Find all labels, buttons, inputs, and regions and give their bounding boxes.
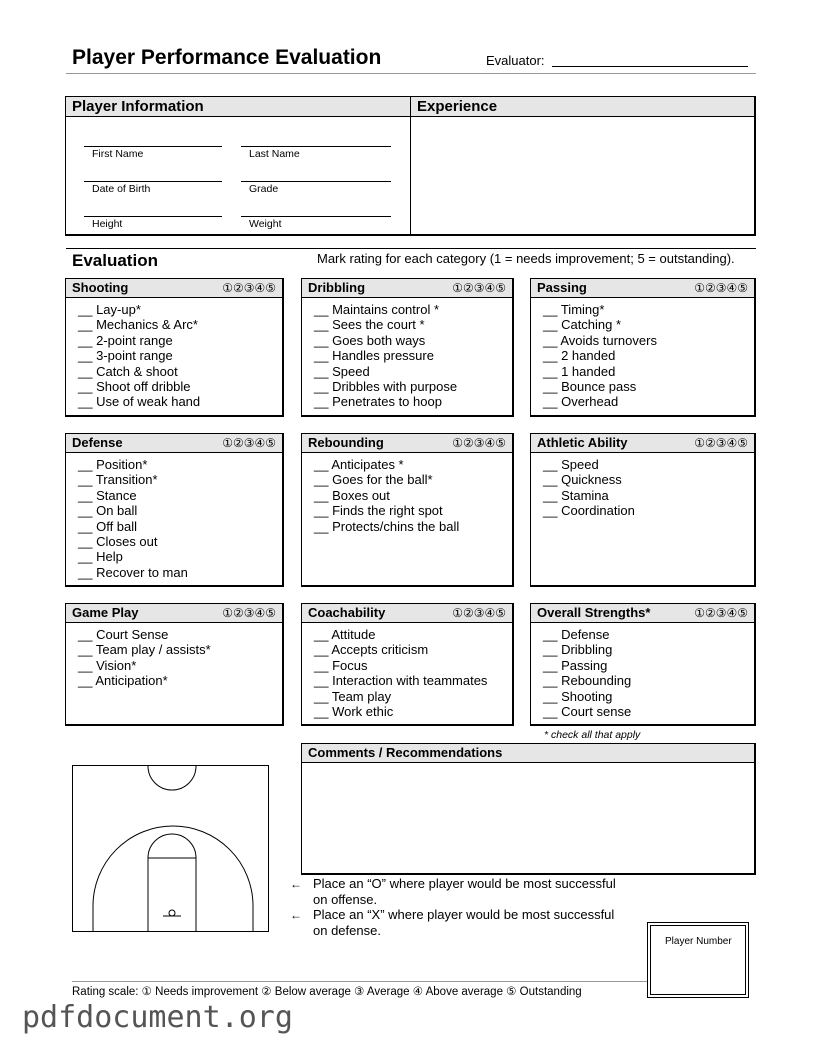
- check-all-note: * check all that apply: [544, 729, 641, 741]
- arrow-left-icon: ←: [290, 877, 302, 891]
- checklist-item[interactable]: __ Coordination: [543, 503, 754, 518]
- category-game-play: [65, 603, 284, 726]
- player-info-box: [65, 96, 411, 236]
- checklist-item[interactable]: __ Avoids turnovers: [543, 333, 754, 348]
- checklist-item[interactable]: __ Rebounding: [543, 673, 754, 688]
- grade-field[interactable]: [241, 181, 391, 182]
- checklist-item[interactable]: __ Mechanics & Arc*: [78, 317, 282, 332]
- checklist-item[interactable]: __ Catch & shoot: [78, 364, 282, 379]
- evaluation-heading: Evaluation: [72, 251, 158, 270]
- checklist-item[interactable]: __ Team play: [314, 689, 512, 704]
- arrow-left-icon: ←: [290, 908, 302, 922]
- player-info-heading: Player Information: [66, 97, 410, 117]
- checklist-item[interactable]: __ Overhead: [543, 394, 754, 409]
- checklist-item[interactable]: __ Stance: [78, 488, 282, 503]
- comments-heading: Comments / Recommendations: [302, 744, 754, 763]
- checklist-item[interactable]: __ Maintains control *: [314, 302, 512, 317]
- checklist-item[interactable]: __ On ball: [78, 503, 282, 518]
- checklist-item[interactable]: __ Defense: [543, 627, 754, 642]
- checklist: [302, 623, 512, 719]
- evaluator-field[interactable]: [552, 66, 748, 67]
- checklist-item[interactable]: __ Lay-up*: [78, 302, 282, 317]
- height-label: Height: [92, 218, 123, 230]
- rating-circles[interactable]: ①②③④⑤: [694, 606, 748, 620]
- evaluation-divider: [66, 248, 756, 249]
- checklist-item[interactable]: __ Stamina: [543, 488, 754, 503]
- checklist-item[interactable]: __ Protects/chins the ball: [314, 519, 512, 534]
- checklist-item[interactable]: __ 2-point range: [78, 333, 282, 348]
- footer-divider: [72, 981, 647, 982]
- rating-circles[interactable]: ①②③④⑤: [694, 281, 748, 295]
- title-divider: [66, 73, 756, 74]
- category-passing: [530, 278, 756, 417]
- category-overall-strengths: [530, 603, 756, 726]
- checklist-item[interactable]: __ Quickness: [543, 472, 754, 487]
- evaluation-instruction: Mark rating for each category (1 = needs improvement; 5 = outstanding).: [317, 251, 735, 266]
- court-lines: [73, 766, 269, 932]
- checklist-item[interactable]: __ Closes out: [78, 534, 282, 549]
- defense-text-line-1: Place an “X” where player would be most successful: [313, 907, 615, 922]
- checklist: [66, 623, 282, 689]
- checklist-item[interactable]: __ Vision*: [78, 658, 282, 673]
- checklist-item[interactable]: __ Help: [78, 549, 282, 564]
- offense-text-line-1: Place an “O” where player would be most successful: [313, 876, 616, 891]
- checklist-item[interactable]: __ 1 handed: [543, 364, 754, 379]
- checklist-item[interactable]: __ Passing: [543, 658, 754, 673]
- rating-circles[interactable]: ①②③④⑤: [222, 436, 276, 450]
- category-athletic-ability: [530, 433, 756, 587]
- checklist-item[interactable]: __ Transition*: [78, 472, 282, 487]
- rating-scale: Rating scale: ① Needs improvement ② Below average ③ Average ④ Above average ⑤ Outstanding: [72, 986, 582, 998]
- dob-label: Date of Birth: [92, 183, 151, 195]
- checklist: [66, 298, 282, 410]
- checklist-item[interactable]: __ Position*: [78, 457, 282, 472]
- category-title: Athletic Ability ①②③④⑤: [531, 434, 754, 453]
- category-title: Coachability ①②③④⑤: [302, 604, 512, 623]
- checklist: [302, 298, 512, 410]
- checklist-item[interactable]: __ Recover to man: [78, 565, 282, 580]
- height-field[interactable]: [84, 216, 222, 217]
- checklist: [302, 453, 512, 534]
- category-rebounding: [301, 433, 514, 587]
- comments-box[interactable]: [301, 743, 756, 875]
- checklist-item[interactable]: __ 2 handed: [543, 348, 754, 363]
- offense-text-line-2: on offense.: [313, 891, 378, 907]
- category-title: Game Play ①②③④⑤: [66, 604, 282, 623]
- experience-heading: Experience: [411, 97, 754, 117]
- last-name-label: Last Name: [249, 148, 300, 160]
- checklist-item[interactable]: __ Off ball: [78, 519, 282, 534]
- half-court-diagram[interactable]: [72, 765, 269, 932]
- weight-label: Weight: [249, 218, 282, 230]
- checklist-item[interactable]: __ Handles pressure: [314, 348, 512, 363]
- category-defense: [65, 433, 284, 587]
- category-title: Defense ①②③④⑤: [66, 434, 282, 453]
- checklist: [66, 453, 282, 580]
- checklist-item[interactable]: __ Finds the right spot: [314, 503, 512, 518]
- category-title: Rebounding ①②③④⑤: [302, 434, 512, 453]
- player-number-box[interactable]: [647, 922, 749, 998]
- checklist-item[interactable]: __ Goes both ways: [314, 333, 512, 348]
- checklist-item[interactable]: __ Team play / assists*: [78, 642, 282, 657]
- last-name-field[interactable]: [241, 146, 391, 147]
- checklist: [531, 453, 754, 519]
- checklist-item[interactable]: __ Court Sense: [78, 627, 282, 642]
- category-coachability: [301, 603, 514, 726]
- dob-field[interactable]: [84, 181, 222, 182]
- checklist-item[interactable]: __ Bounce pass: [543, 379, 754, 394]
- checklist-item[interactable]: __ Shooting: [543, 689, 754, 704]
- player-number-label: Player Number: [665, 936, 732, 947]
- category-title: Shooting ①②③④⑤: [66, 279, 282, 298]
- checklist-item[interactable]: __ 3-point range: [78, 348, 282, 363]
- watermark: pdfdocument.org: [22, 1000, 293, 1035]
- checklist-item[interactable]: __ Boxes out: [314, 488, 512, 503]
- category-dribbling: [301, 278, 514, 417]
- checklist-item[interactable]: __ Use of weak hand: [78, 394, 282, 409]
- rating-circles[interactable]: ①②③④⑤: [452, 281, 506, 295]
- rating-circles[interactable]: ①②③④⑤: [452, 436, 506, 450]
- category-title: Passing ①②③④⑤: [531, 279, 754, 298]
- form-title: Player Performance Evaluation: [72, 46, 382, 69]
- checklist-item[interactable]: __ Goes for the ball*: [314, 472, 512, 487]
- category-shooting: [65, 278, 284, 417]
- first-name-field[interactable]: [84, 146, 222, 147]
- rating-circles[interactable]: ①②③④⑤: [222, 281, 276, 295]
- checklist-item[interactable]: __ Speed: [543, 457, 754, 472]
- rating-circles[interactable]: ①②③④⑤: [222, 606, 276, 620]
- rating-circles[interactable]: ①②③④⑤: [452, 606, 506, 620]
- checklist: [531, 623, 754, 719]
- defense-text-line-2: on defense.: [313, 922, 381, 938]
- checklist-item[interactable]: __ Shoot off dribble: [78, 379, 282, 394]
- checklist-item[interactable]: __ Dribbling: [543, 642, 754, 657]
- experience-box[interactable]: [410, 96, 756, 236]
- evaluator-label: Evaluator:: [486, 53, 545, 68]
- checklist-item[interactable]: __ Dribbles with purpose: [314, 379, 512, 394]
- checklist-item[interactable]: __ Catching *: [543, 317, 754, 332]
- category-title: Overall Strengths* ①②③④⑤: [531, 604, 754, 623]
- checklist-item[interactable]: __ Focus: [314, 658, 512, 673]
- checklist-item[interactable]: __ Anticipates *: [314, 457, 512, 472]
- checklist-item[interactable]: __ Anticipation*: [78, 673, 282, 688]
- grade-label: Grade: [249, 183, 279, 195]
- checklist-item[interactable]: __ Penetrates to hoop: [314, 394, 512, 409]
- checklist-item[interactable]: __ Court sense: [543, 704, 754, 719]
- category-title: Dribbling ①②③④⑤: [302, 279, 512, 298]
- checklist-item[interactable]: __ Speed: [314, 364, 512, 379]
- checklist: [531, 298, 754, 410]
- checklist-item[interactable]: __ Work ethic: [314, 704, 512, 719]
- checklist-item[interactable]: __ Interaction with teammates: [314, 673, 512, 688]
- first-name-label: First Name: [92, 148, 144, 160]
- checklist-item[interactable]: __ Accepts criticism: [314, 642, 512, 657]
- weight-field[interactable]: [241, 216, 391, 217]
- checklist-item[interactable]: __ Timing*: [543, 302, 754, 317]
- rating-circles[interactable]: ①②③④⑤: [694, 436, 748, 450]
- checklist-item[interactable]: __ Sees the court *: [314, 317, 512, 332]
- checklist-item[interactable]: __ Attitude: [314, 627, 512, 642]
